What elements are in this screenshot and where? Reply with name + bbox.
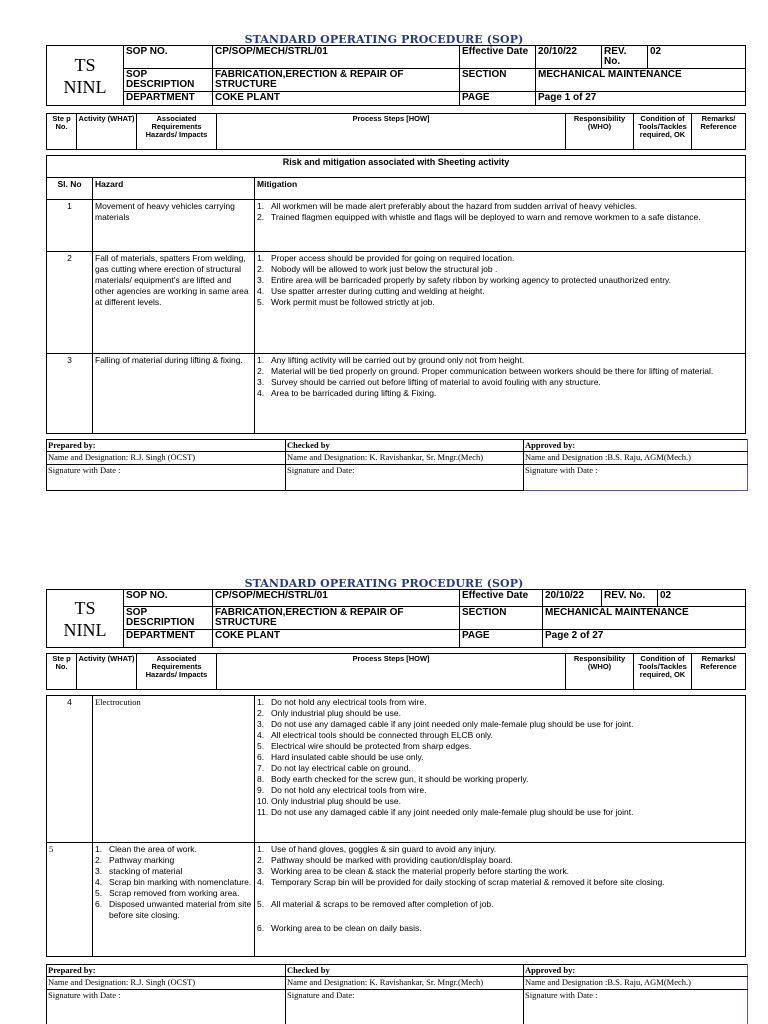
list-item: 2. Nobody will be allowed to work just below the structural job . — [257, 264, 498, 274]
list-item: 9. Do not hold any electrical tools from wire. — [257, 785, 427, 795]
page-2-title: STANDARD OPERATING PROCEDURE (SOP) — [244, 577, 524, 590]
checked-signature: Signature and Date: — [286, 990, 524, 1024]
risk-col-hazard: Hazard — [93, 178, 255, 200]
list-item: 1. Any lifting activity will be carried out by ground only not from height. — [257, 355, 525, 365]
prepared-by-name: Name and Designation: R.J. Singh (OCST) — [47, 452, 286, 465]
list-item: 5. All material & scraps to be removed after completion of job. — [257, 899, 494, 909]
list-item: 3. Survey should be carried out before lifting of material to avoid fouling with any structure. — [257, 377, 601, 387]
risk-col-sl: Sl. No — [47, 178, 93, 200]
row-sl: 1 — [47, 200, 93, 252]
sop-no-label: SOP NO. — [124, 46, 213, 69]
sop-description-label: SOP DESCRIPTION — [124, 607, 213, 630]
checked-by-name: Name and Designation: K. Ravishankar, Sr. Mngr.(Mech) — [286, 977, 524, 990]
list-item: 6. Working area to be clean on daily basis. — [257, 923, 422, 933]
list-item: 1. Do not hold any electrical tools from wire. — [257, 697, 427, 707]
row-sl: 3 — [47, 354, 93, 434]
col-step-no: Ste p No. — [47, 654, 77, 690]
page-2-header-table — [46, 589, 746, 648]
row-hazard: Movement of heavy vehicles carrying materials — [93, 200, 255, 252]
list-item: 1. Proper access should be provided for going on required location. — [257, 253, 515, 263]
list-item: 1. Clean the area of work. — [95, 844, 197, 854]
section-label: SECTION — [460, 69, 536, 92]
page-label: PAGE — [460, 630, 543, 648]
row-hazard: Falling of material during lifting & fixing. — [93, 354, 255, 434]
rev-value: 02 — [658, 590, 746, 607]
page-value: Page 1 of 27 — [536, 92, 746, 106]
checked-by-label: Checked by — [286, 965, 524, 977]
col-condition: Condition of Tools/Tackles required, OK — [634, 114, 692, 150]
page-2-column-header — [46, 653, 746, 690]
sop-no-value: CP/SOP/MECH/STRL/01 — [213, 46, 460, 69]
row-mitigation — [255, 252, 746, 354]
rev-label: REV. No. — [602, 46, 648, 69]
col-process-steps: Process Steps [HOW] — [217, 654, 566, 690]
row-mitigation — [255, 200, 746, 252]
sop-description-value: FABRICATION,ERECTION & REPAIR OF STRUCTURE — [213, 69, 460, 92]
rev-label: REV. No. — [602, 590, 658, 607]
row-sl: 2 — [47, 252, 93, 354]
list-item: 4. Area to be barricaded during lifting & Fixing. — [257, 388, 437, 398]
col-condition: Condition of Tools/Tackles required, OK — [634, 654, 692, 690]
list-item: 5. Work permit must be followed strictly at job. — [257, 297, 435, 307]
list-item: 11. Do not use any damaged cable if any joint needed only male-female plug should be use for joint. — [257, 807, 634, 817]
row-sl: 4 — [47, 696, 93, 843]
list-item: 4. Temporary Scrap bin will be provided for daily stocking of scrap material & removed it before site closing. — [257, 877, 665, 887]
list-item: 2. Trained flagmen equipped with whistle and flags will be deployed to warn and remove workmen to a safe distance. — [257, 212, 701, 222]
table-row — [47, 843, 746, 957]
effective-date-value: 20/10/22 — [543, 590, 602, 607]
table-row — [47, 252, 746, 354]
prepared-by-label: Prepared by: — [47, 965, 286, 977]
approved-by-name: Name and Designation :B.S. Raju, AGM(Mech.) — [524, 977, 748, 990]
row-process-steps — [255, 843, 746, 957]
page-2-steps-table — [46, 695, 746, 957]
list-item: 2. Pathway marking — [95, 855, 175, 865]
list-item: 10. Only industrial plug should be use. — [257, 796, 401, 806]
department-label: DEPARTMENT — [124, 630, 213, 648]
row-process-steps — [255, 696, 746, 843]
list-item: 5. Electrical wire should be protected from sharp edges. — [257, 741, 472, 751]
table-row — [47, 354, 746, 434]
approved-signature: Signature with Date : — [524, 465, 748, 491]
department-value: COKE PLANT — [213, 630, 460, 648]
effective-date-label: Effective Date — [460, 46, 536, 69]
section-label: SECTION — [460, 607, 543, 630]
list-item: 4. Use spatter arrester during cutting and welding at height. — [257, 286, 485, 296]
page-1-column-header — [46, 113, 746, 150]
approved-by-label: Approved by: — [524, 440, 748, 452]
effective-date-label: Effective Date — [460, 590, 543, 607]
col-step-no: Ste p No. — [47, 114, 77, 150]
sop-description-label: SOP DESCRIPTION — [124, 69, 213, 92]
list-item: 5. Scrap removed from working area. — [95, 888, 240, 898]
department-value: COKE PLANT — [213, 92, 460, 106]
list-item: 6. Disposed unwanted material from site before site closing. — [95, 899, 252, 920]
section-value: MECHANICAL MAINTENANCE — [543, 607, 746, 630]
list-item: 2. Material will be tied properly on ground. Proper communication between workers should be there for lifting of material. — [257, 366, 714, 376]
approved-by-name: Name and Designation :B.S. Raju, AGM(Mech.) — [524, 452, 748, 465]
list-item: 1. All workmen will be made alert preferably about the hazard from sudden arrival of heavy vehicles. — [257, 201, 638, 211]
col-associated: Associated Requirements Hazards/ Impacts — [137, 654, 217, 690]
risk-table-caption: Risk and mitigation associated with Sheeting activity — [47, 156, 746, 178]
prepared-by-label: Prepared by: — [47, 440, 286, 452]
row-activity — [93, 843, 255, 957]
list-item: 6. Hard insulated cable should be use only. — [257, 752, 424, 762]
list-item: 2. Pathway should be marked with providing caution/display board. — [257, 855, 513, 865]
col-remarks: Remarks/ Reference — [692, 654, 746, 690]
page-1-signoff-table — [46, 439, 748, 491]
list-item: 8. Body earth checked for the screw gun, it should be working properly. — [257, 774, 529, 784]
row-sl: 5 — [47, 843, 93, 957]
list-item: 4. Scrap bin marking with nomenclature. — [95, 877, 252, 887]
col-responsibility: Responsibility (WHO) — [566, 654, 634, 690]
row-mitigation — [255, 354, 746, 434]
col-process-steps: Process Steps [HOW] — [217, 114, 566, 150]
sop-description-value: FABRICATION,ERECTION & REPAIR OF STRUCTURE — [213, 607, 460, 630]
row-activity: Electrocution — [93, 696, 255, 843]
list-item: 1. Use of hand gloves, goggles & sin guard to avoid any injury. — [257, 844, 497, 854]
sop-no-value: CP/SOP/MECH/STRL/01 — [213, 590, 460, 607]
page-2-signoff-table — [46, 964, 748, 1024]
checked-by-label: Checked by — [286, 440, 524, 452]
effective-date-value: 20/10/22 — [536, 46, 602, 69]
prepared-by-name: Name and Designation: R.J. Singh (OCST) — [47, 977, 286, 990]
list-item: 3. stacking of material — [95, 866, 183, 876]
prepared-signature: Signature with Date : — [47, 465, 286, 491]
section-value: MECHANICAL MAINTENANCE — [536, 69, 746, 92]
col-responsibility: Responsibility (WHO) — [566, 114, 634, 150]
checked-signature: Signature and Date: — [286, 465, 524, 491]
page-label: PAGE — [460, 92, 536, 106]
col-activity: Activity (WHAT) — [77, 654, 137, 690]
table-row — [47, 696, 746, 843]
risk-col-mitigation: Mitigation — [255, 178, 746, 200]
list-item: 3. Entire area will be barricaded properly by safety ribbon by working agency to protected unauthorized entry. — [257, 275, 672, 285]
page-1-title: STANDARD OPERATING PROCEDURE (SOP) — [244, 33, 524, 46]
table-row — [47, 200, 746, 252]
row-hazard: Fall of materials, spatters From welding, gas cutting where erection of structural materials/ equipment's are lifted and other agencies are working in same area at different levels. — [93, 252, 255, 354]
department-label: DEPARTMENT — [124, 92, 213, 106]
page-value: Page 2 of 27 — [543, 630, 746, 648]
approved-signature: Signature with Date : — [524, 990, 748, 1024]
list-item: 7. Do not lay electrical cable on ground. — [257, 763, 411, 773]
list-item: 2. Only industrial plug should be use. — [257, 708, 401, 718]
list-item: 3. Working area to be clean & stack the material properly before starting the work. — [257, 866, 569, 876]
prepared-signature: Signature with Date : — [47, 990, 286, 1024]
col-activity: Activity (WHAT) — [77, 114, 137, 150]
company-logo: TS NINL — [47, 46, 124, 106]
approved-by-label: Approved by: — [524, 965, 748, 977]
col-remarks: Remarks/ Reference — [692, 114, 746, 150]
sop-no-label: SOP NO. — [124, 590, 213, 607]
page-1-header-table — [46, 45, 746, 106]
list-item: 4. All electrical tools should be connected through ELCB only. — [257, 730, 493, 740]
col-associated: Associated Requirements Hazards/ Impacts — [137, 114, 217, 150]
list-item: 3. Do not use any damaged cable if any joint needed only male-female plug should be use for joint. — [257, 719, 634, 729]
rev-value: 02 — [648, 46, 746, 69]
risk-mitigation-table — [46, 155, 746, 434]
company-logo: TS NINL — [47, 590, 124, 648]
checked-by-name: Name and Designation: K. Ravishankar, Sr. Mngr.(Mech) — [286, 452, 524, 465]
